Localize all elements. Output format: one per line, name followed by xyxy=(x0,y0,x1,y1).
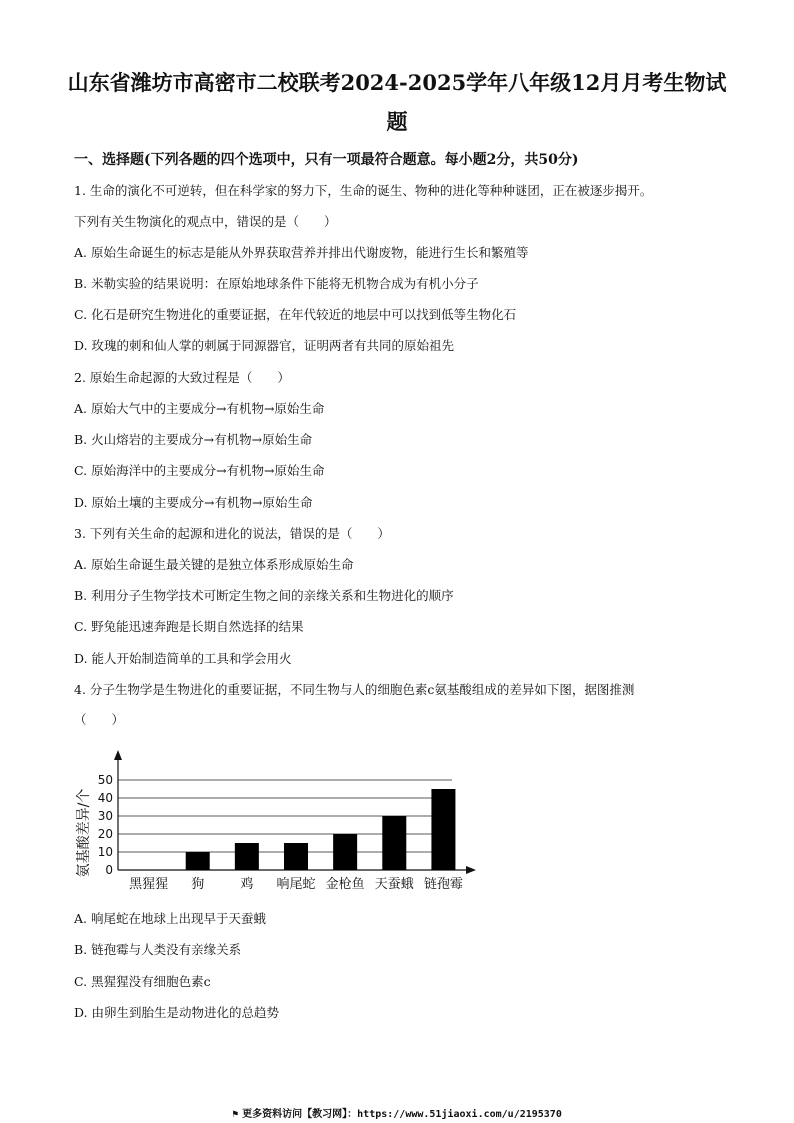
bar xyxy=(284,843,308,870)
q1-stem-line1: 1. 生命的演化不可逆转，但在科学家的努力下，生命的诞生、物种的进化等种种谜团，正在被逐步揭开。 xyxy=(74,183,653,198)
x-tick-label: 鸡 xyxy=(240,877,254,892)
page-title-line1: 山东省潍坊市高密市二校联考2024-2025学年八年级12月月考生物试 xyxy=(67,70,727,95)
q3-option-a: A. 原始生命诞生最关键的是独立体系形成原始生命 xyxy=(74,557,354,572)
q2-option-a: A. 原始大气中的主要成分→有机物→原始生命 xyxy=(74,401,325,416)
q2-stem: 2. 原始生命起源的大致过程是（ ） xyxy=(74,370,290,385)
q2-option-b: B. 火山熔岩的主要成分→有机物→原始生命 xyxy=(74,432,313,447)
q1-option-c: C. 化石是研究生物进化的重要证据，在年代较近的地层中可以找到低等生物化石 xyxy=(74,307,517,322)
q4-stem-line2: （ ） xyxy=(74,712,125,727)
bar xyxy=(431,789,455,870)
q2-option-d: D. 原始土壤的主要成分→有机物→原始生命 xyxy=(74,495,313,510)
x-tick-label: 黑猩猩 xyxy=(129,877,169,892)
y-tick-label: 50 xyxy=(97,773,113,787)
amino-acid-difference-chart xyxy=(70,748,480,898)
section-heading: 一、选择题(下列各题的四个选项中，只有一项最符合题意。每小题2分，共50分) xyxy=(74,152,579,168)
flag-icon: ⚑ xyxy=(232,1109,239,1120)
footer-link[interactable]: 更多资料访问【教习网】：https://www.51jiaoxi.com/u/2195370 xyxy=(242,1109,562,1120)
y-axis-label: 氨基酸差异/个 xyxy=(76,788,92,878)
y-tick-label: 30 xyxy=(97,809,113,823)
q3-stem: 3. 下列有关生命的起源和进化的说法，错误的是（ ） xyxy=(74,526,390,541)
q3-option-d: D. 能人开始制造简单的工具和学会用火 xyxy=(74,651,292,666)
q4-stem-line1: 4. 分子生物学是生物进化的重要证据，不同生物与人的细胞色素c氨基酸组成的差异如下图，据图推测 xyxy=(74,682,635,697)
y-tick-label: 40 xyxy=(97,791,113,805)
q1-option-a: A. 原始生命诞生的标志是能从外界获取营养并排出代谢废物，能进行生长和繁殖等 xyxy=(74,245,529,260)
q4-option-a: A. 响尾蛇在地球上出现早于天蚕蛾 xyxy=(74,911,266,926)
q3-option-c: C. 野兔能迅速奔跑是长期自然选择的结果 xyxy=(74,619,304,634)
y-tick-label: 20 xyxy=(97,827,113,841)
q1-stem-line2: 下列有关生物演化的观点中，错误的是（ ） xyxy=(74,214,337,229)
y-tick-label: 10 xyxy=(97,845,113,859)
q3-option-b: B. 利用分子生物学技术可断定生物之间的亲缘关系和生物进化的顺序 xyxy=(74,588,454,603)
x-tick-label: 链孢霉 xyxy=(423,877,463,892)
x-tick-label: 天蚕蛾 xyxy=(374,877,414,892)
footer[interactable] xyxy=(0,1105,794,1120)
bar xyxy=(235,843,259,870)
page-title-line2: 题 xyxy=(386,109,408,134)
q4-option-b: B. 链孢霉与人类没有亲缘关系 xyxy=(74,942,242,957)
q1-option-d: D. 玫瑰的刺和仙人掌的刺属于同源器官，证明两者有共同的原始祖先 xyxy=(74,338,455,353)
q2-option-c: C. 原始海洋中的主要成分→有机物→原始生命 xyxy=(74,463,325,478)
q4-option-d: D. 由卵生到胎生是动物进化的总趋势 xyxy=(74,1005,280,1020)
q4-option-c: C. 黑猩猩没有细胞色素c xyxy=(74,974,211,989)
y-tick-label: 0 xyxy=(105,863,113,877)
bar xyxy=(186,852,210,870)
bar xyxy=(382,816,406,870)
x-tick-label: 响尾蛇 xyxy=(276,877,316,892)
y-axis-arrow xyxy=(114,750,122,760)
x-axis-arrow xyxy=(466,866,476,874)
q1-option-b: B. 米勒实验的结果说明：在原始地球条件下能将无机物合成为有机小分子 xyxy=(74,276,479,291)
x-tick-label: 狗 xyxy=(191,877,205,892)
x-tick-label: 金枪鱼 xyxy=(325,877,365,892)
bar xyxy=(333,834,357,870)
